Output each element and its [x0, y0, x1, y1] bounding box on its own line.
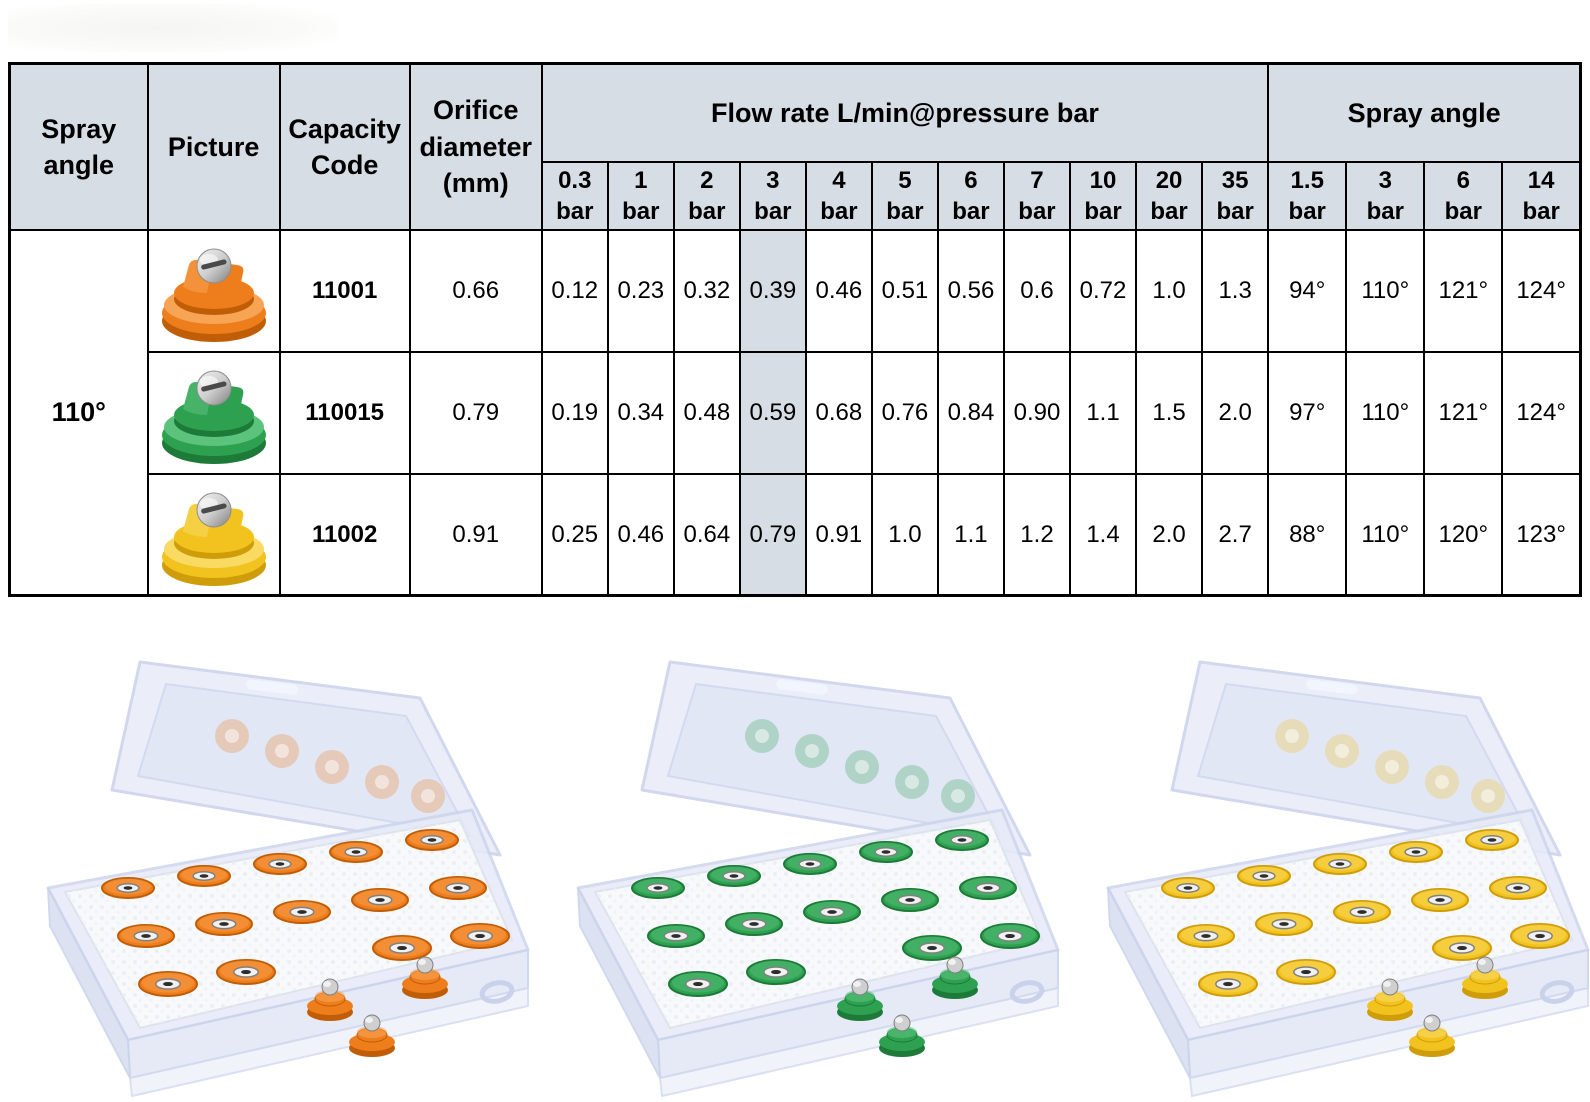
flow-rate-value-10-bar: 1.4 [1070, 474, 1136, 596]
faded-watermark [8, 4, 338, 52]
nozzle-case-photo [1060, 640, 1590, 1102]
flow-rate-value-2-bar: 0.48 [674, 352, 740, 474]
case-base [578, 810, 1058, 1096]
flow-rate-value-1-bar: 0.46 [608, 474, 674, 596]
flow-rate-value-6-bar: 0.56 [938, 230, 1004, 352]
flow-rate-value-20-bar: 1.5 [1136, 352, 1202, 474]
flow-rate-value-1-bar: 0.34 [608, 352, 674, 474]
case-base [1108, 810, 1588, 1096]
spray-angle-result-14-bar: 124° [1502, 352, 1580, 474]
orifice-diameter-value: 0.91 [410, 474, 542, 596]
flow-rate-value-10-bar: 1.1 [1070, 352, 1136, 474]
nozzle-case-photo [530, 640, 1060, 1102]
nozzle-case-photo [0, 640, 530, 1102]
header-capacity-code: Capacity Code [280, 64, 410, 230]
orifice-diameter-value: 0.66 [410, 230, 542, 352]
flow-pressure-header-3-bar: 3 bar [740, 162, 806, 230]
orifice-diameter-value: 0.79 [410, 352, 542, 474]
spray-angle-result-14-bar: 123° [1502, 474, 1580, 596]
spray-angle-result-3-bar: 110° [1346, 352, 1424, 474]
flow-rate-value-7-bar: 0.90 [1004, 352, 1070, 474]
spray-angle-result-1.5-bar: 94° [1268, 230, 1346, 352]
nozzle-case-green [530, 640, 1060, 1102]
flow-pressure-header-7-bar: 7 bar [1004, 162, 1070, 230]
header-spray-angle-group: Spray angle [1268, 64, 1580, 162]
flow-rate-value-5-bar: 1.0 [872, 474, 938, 596]
spray-angle-value-cell: 110° [10, 230, 148, 596]
spray-angle-result-1.5-bar: 88° [1268, 474, 1346, 596]
flow-rate-value-6-bar: 1.1 [938, 474, 1004, 596]
flow-pressure-header-10-bar: 10 bar [1070, 162, 1136, 230]
nozzle-spec-table [8, 62, 1582, 597]
flow-rate-value-3-bar: 0.39 [740, 230, 806, 352]
flow-rate-value-7-bar: 1.2 [1004, 474, 1070, 596]
header-flow-rate-group: Flow rate L/min@pressure bar [542, 64, 1268, 162]
flow-pressure-header-4-bar: 4 bar [806, 162, 872, 230]
nozzle-case-yellow [1060, 640, 1590, 1102]
capacity-code-value: 11002 [280, 474, 410, 596]
flow-rate-value-5-bar: 0.76 [872, 352, 938, 474]
angle-pressure-header-1.5-bar: 1.5 bar [1268, 162, 1346, 230]
nozzle-case-orange [0, 640, 530, 1102]
flow-pressure-header-2-bar: 2 bar [674, 162, 740, 230]
header-spray-angle: Spray angle [10, 64, 148, 230]
header-orifice-diameter: Orifice diameter (mm) [410, 64, 542, 230]
flow-rate-value-3-bar: 0.59 [740, 352, 806, 474]
spray-angle-result-3-bar: 110° [1346, 230, 1424, 352]
spray-angle-result-6-bar: 121° [1424, 230, 1502, 352]
spray-angle-result-6-bar: 120° [1424, 474, 1502, 596]
product-photos-row [0, 640, 1590, 1102]
flow-rate-value-35-bar: 2.0 [1202, 352, 1268, 474]
flow-rate-value-3-bar: 0.79 [740, 474, 806, 596]
flow-rate-value-7-bar: 0.6 [1004, 230, 1070, 352]
flow-rate-value-6-bar: 0.84 [938, 352, 1004, 474]
flow-rate-value-1-bar: 0.23 [608, 230, 674, 352]
nozzle-picture-cell-yellow [148, 474, 280, 596]
flow-pressure-header-1-bar: 1 bar [608, 162, 674, 230]
flow-pressure-header-6-bar: 6 bar [938, 162, 1004, 230]
flow-rate-value-4-bar: 0.68 [806, 352, 872, 474]
nozzle-tip-picture [153, 235, 275, 347]
capacity-code-value: 11001 [280, 230, 410, 352]
flow-rate-value-4-bar: 0.91 [806, 474, 872, 596]
case-base [48, 810, 528, 1096]
flow-rate-value-0.3-bar: 0.19 [542, 352, 608, 474]
nozzle-picture-cell-green [148, 352, 280, 474]
spray-angle-result-3-bar: 110° [1346, 474, 1424, 596]
angle-pressure-header-3-bar: 3 bar [1346, 162, 1424, 230]
angle-pressure-header-6-bar: 6 bar [1424, 162, 1502, 230]
flow-rate-value-5-bar: 0.51 [872, 230, 938, 352]
header-picture: Picture [148, 64, 280, 230]
flow-rate-value-20-bar: 1.0 [1136, 230, 1202, 352]
flow-pressure-header-5-bar: 5 bar [872, 162, 938, 230]
flow-pressure-header-0.3-bar: 0.3 bar [542, 162, 608, 230]
nozzle-tip-picture [153, 357, 275, 469]
spray-angle-result-6-bar: 121° [1424, 352, 1502, 474]
flow-pressure-header-35-bar: 35 bar [1202, 162, 1268, 230]
spray-angle-result-14-bar: 124° [1502, 230, 1580, 352]
flow-rate-value-0.3-bar: 0.25 [542, 474, 608, 596]
nozzle-picture-cell-orange [148, 230, 280, 352]
angle-pressure-header-14-bar: 14 bar [1502, 162, 1580, 230]
flow-rate-value-35-bar: 1.3 [1202, 230, 1268, 352]
nozzle-tip-picture [153, 479, 275, 591]
capacity-code-value: 110015 [280, 352, 410, 474]
spray-angle-result-1.5-bar: 97° [1268, 352, 1346, 474]
flow-rate-value-4-bar: 0.46 [806, 230, 872, 352]
flow-rate-value-20-bar: 2.0 [1136, 474, 1202, 596]
flow-rate-value-0.3-bar: 0.12 [542, 230, 608, 352]
flow-rate-value-2-bar: 0.64 [674, 474, 740, 596]
flow-rate-value-10-bar: 0.72 [1070, 230, 1136, 352]
flow-rate-value-2-bar: 0.32 [674, 230, 740, 352]
flow-rate-value-35-bar: 2.7 [1202, 474, 1268, 596]
flow-pressure-header-20-bar: 20 bar [1136, 162, 1202, 230]
